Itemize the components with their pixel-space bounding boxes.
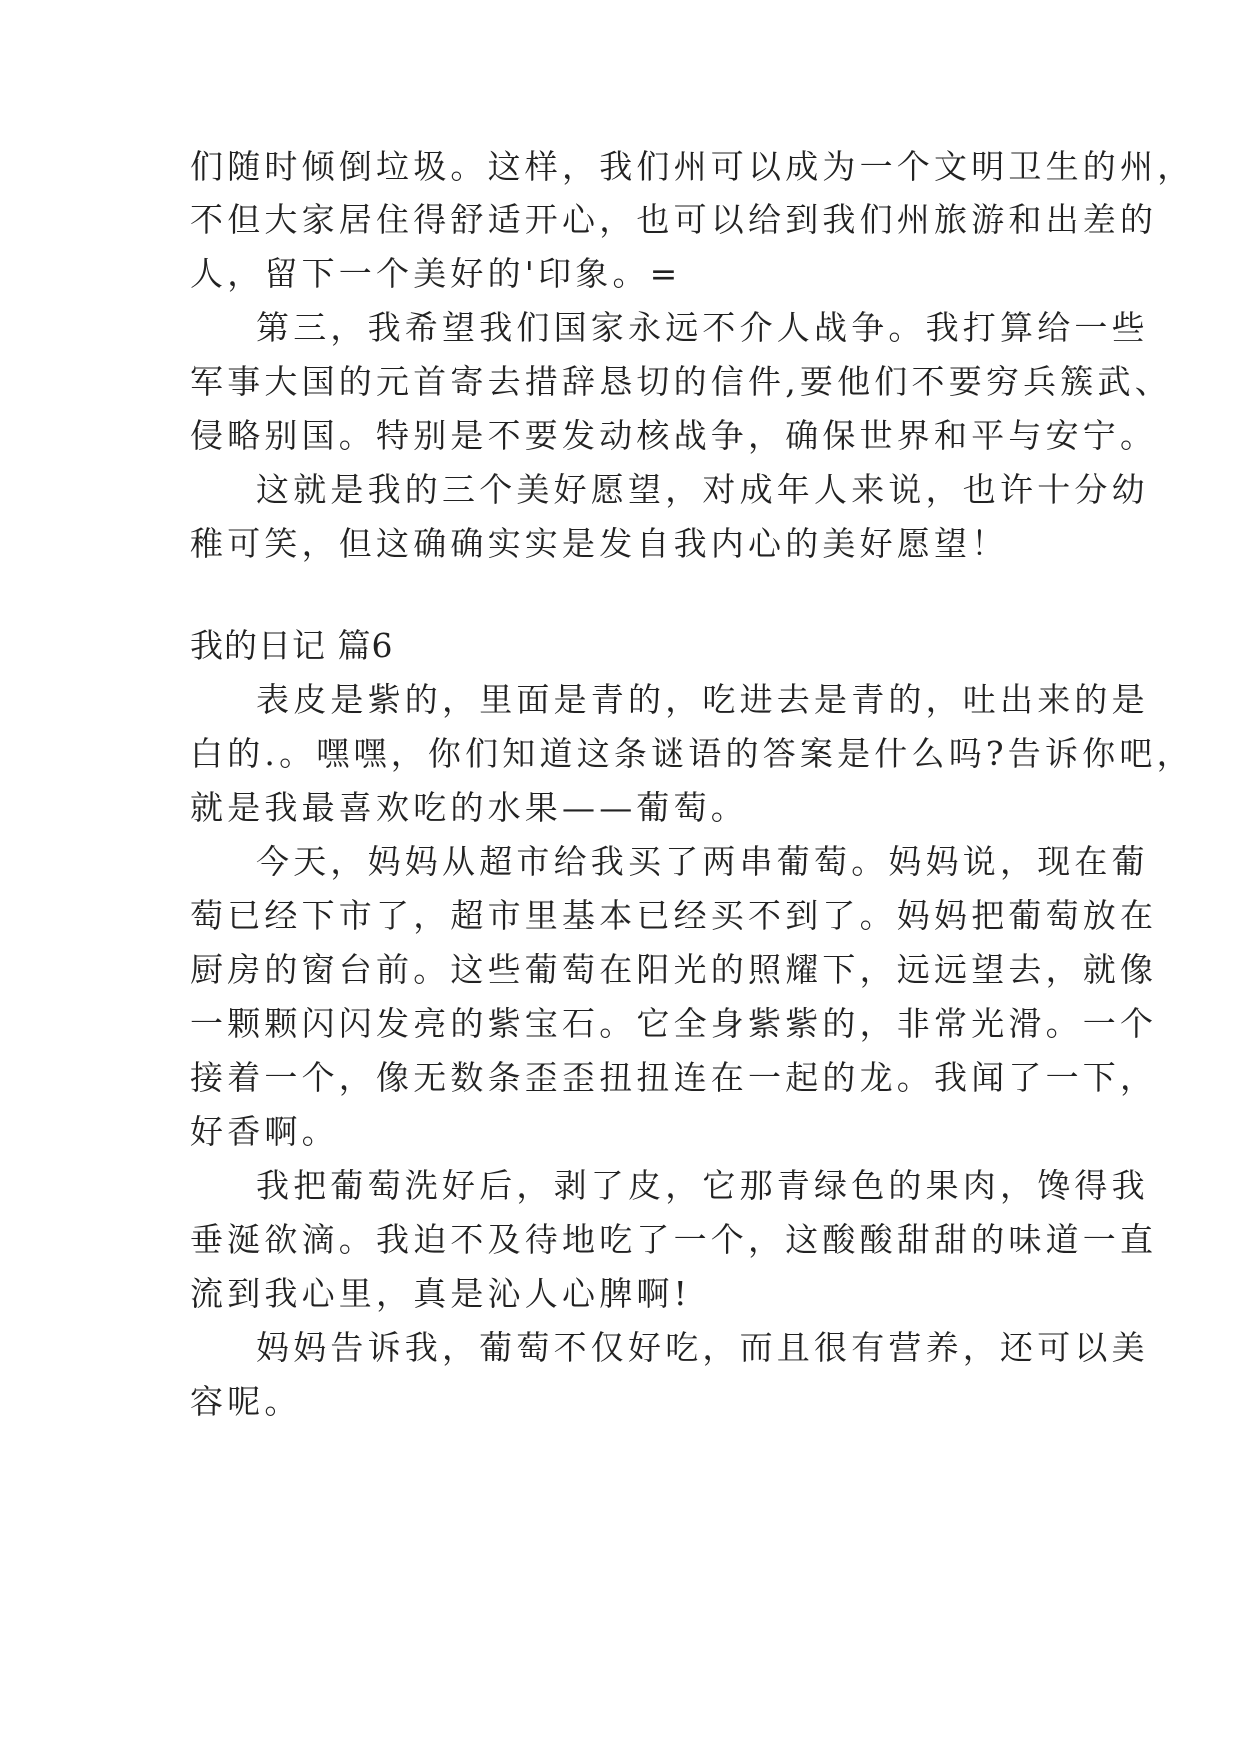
paragraph-line: 一颗颗闪闪发亮的紫宝石。它全身紫紫的，非常光滑。一个 [190,1004,1158,1043]
paragraph-line: 厨房的窗台前。这些葡萄在阳光的照耀下，远远望去，就像 [190,950,1158,989]
paragraph-line: 人，留下一个美好的'印象。= [190,254,682,293]
section-heading: 我的日记 篇6 [190,626,394,665]
paragraph-line: 妈妈告诉我，葡萄不仅好吃，而且很有营养，还可以美 [256,1328,1149,1367]
paragraph-line: 白的.。嘿嘿，你们知道这条谜语的答案是什么吗?告诉你吧， [190,734,1194,773]
paragraph-line: 们随时倾倒垃圾。这样，我们州可以成为一个文明卫生的州， [190,147,1195,186]
paragraph-line: 军事大国的元首寄去措辞恳切的信件,要他们不要穷兵簇武、 [190,362,1172,401]
paragraph-line: 稚可笑，但这确确实实是发自我内心的美好愿望！ [190,524,1009,563]
paragraph-line: 好香啊。 [190,1112,339,1151]
paragraph-line: 我把葡萄洗好后，剥了皮，它那青绿色的果肉，馋得我 [256,1166,1149,1205]
paragraph-line: 今天，妈妈从超市给我买了两串葡萄。妈妈说，现在葡 [256,842,1149,881]
paragraph-line: 接着一个，像无数条歪歪扭扭连在一起的龙。我闻了一下， [190,1058,1158,1097]
paragraph-line: 就是我最喜欢吃的水果——葡萄。 [190,788,748,827]
paragraph-line: 萄已经下市了，超市里基本已经买不到了。妈妈把葡萄放在 [190,896,1158,935]
paragraph-line: 第三，我希望我们国家永远不介人战争。我打算给一些 [256,308,1149,347]
paragraph-line: 垂涎欲滴。我迫不及待地吃了一个，这酸酸甜甜的味道一直 [190,1220,1158,1259]
paragraph-line: 这就是我的三个美好愿望，对成年人来说，也许十分幼 [256,470,1149,509]
paragraph-line: 容呢。 [190,1382,302,1421]
paragraph-line: 侵略别国。特别是不要发动核战争，确保世界和平与安宁。 [190,416,1158,455]
paragraph-line: 流到我心里，真是沁人心脾啊! [190,1274,692,1313]
paragraph-line: 不但大家居住得舒适开心，也可以给到我们州旅游和出差的 [190,200,1158,239]
paragraph-line: 表皮是紫的，里面是青的，吃进去是青的，吐出来的是 [256,680,1149,719]
